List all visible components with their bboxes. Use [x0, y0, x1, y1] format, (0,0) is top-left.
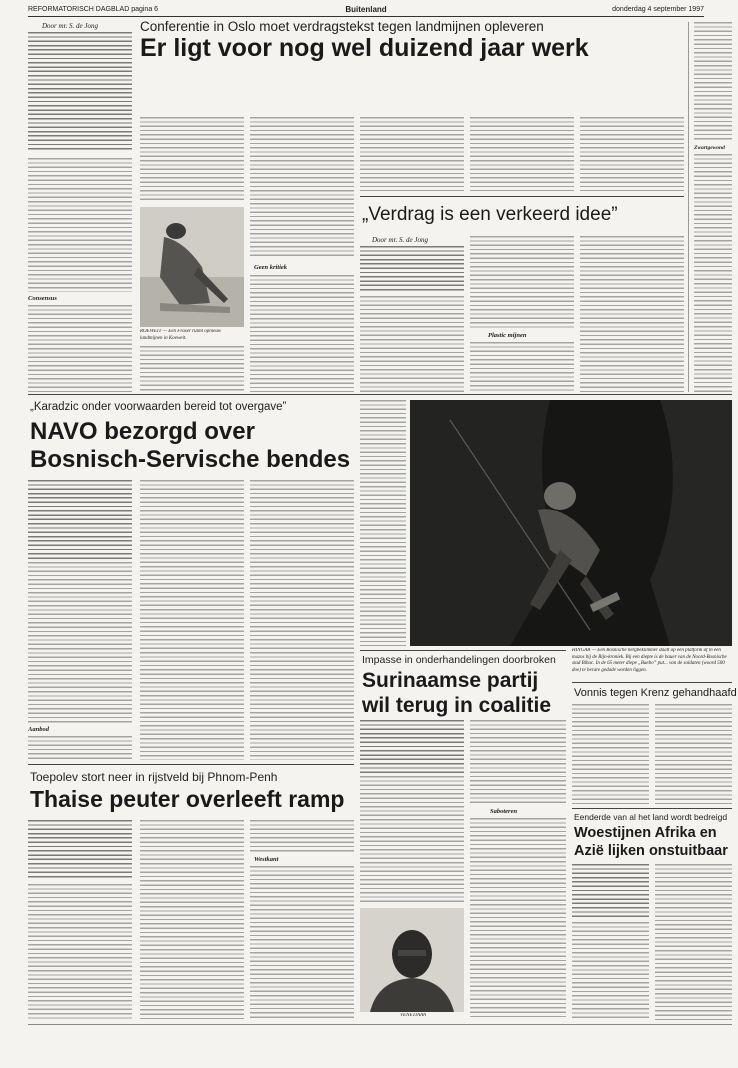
- cave-climber-figure: [410, 400, 732, 646]
- verdrag-headline: „Verdrag is een verkeerd idee”: [362, 204, 618, 225]
- oslo-mine-clearing-photo: [140, 207, 244, 327]
- woestijn-col1-text: [572, 864, 649, 1020]
- navo-headline-line2: Bosnisch-Servische bendes: [30, 446, 351, 473]
- verdrag-col3-text: [580, 236, 684, 392]
- header-paper-name: REFORMATORISCH DAGBLAD pagina 6: [28, 6, 159, 13]
- cambodja-col1-text: [28, 820, 132, 1020]
- cambodja-col2-text: [140, 820, 244, 1020]
- oslo-intro-text: [28, 22, 132, 392]
- verdrag-col2-text: [470, 236, 574, 392]
- venetiaan-portrait-photo: [360, 908, 464, 1012]
- header-date: donderdag 4 september 1997: [612, 6, 704, 13]
- oslo-subhead-geen-kritiek: Geen kritiek: [254, 264, 288, 271]
- suriname-subhead-saboteren: Saboteren: [490, 808, 518, 815]
- krenz-headline: Vonnis tegen Krenz gehandhaafd: [574, 687, 737, 699]
- suriname-col2-text: [470, 720, 566, 1020]
- verdrag-subhead-plastic: Plastic mijnen: [488, 332, 527, 339]
- oslo-byline: Door mr. S. de Jong: [42, 22, 98, 30]
- oslo-subhead-consensus: Consensus: [28, 295, 57, 302]
- oslo-col5-text: [470, 117, 574, 191]
- suriname-headline-line1: Surinaamse partij: [362, 669, 539, 692]
- navo-col3-text: [250, 480, 354, 760]
- oslo-col3-text: [250, 117, 354, 392]
- venetiaan-caption: VENETIAAN: [400, 1013, 427, 1018]
- woestijn-col2-text: [655, 864, 732, 1020]
- suriname-headline-line2: wil terug in coalitie: [362, 694, 552, 717]
- krenz-col1-text: [572, 704, 649, 804]
- right-column-text: [694, 22, 732, 392]
- oslo-photo-caption: ROEWEIT — Een Fraser ruimt opnieuw landmijnen in Koeweit.: [140, 329, 222, 341]
- cambodja-headline: Thaise peuter overleeft ramp: [30, 786, 345, 812]
- header-section: Buitenland: [345, 5, 387, 14]
- suriname-kicker: Impasse in onderhandelingen doorbroken: [362, 654, 556, 666]
- navo-col2-text: [140, 480, 244, 760]
- navo-photo-caption: HINGAR — Een Bosnische hergbeklimmer daalt op een platform af in een mazos bij de Rijn-kroniek. Bij een diepte is de bauer van de Noord-Bosnische stad Bihac. In de 65 meter diepe „Baebo” put... van de soldaten (woord 500 doe) te berare gedade worden liggen.: [572, 648, 727, 673]
- verdrag-intro-text: [360, 236, 464, 392]
- navo-cave-photo: [410, 400, 732, 646]
- portrait-figure: [360, 908, 464, 1012]
- navo-col1-text: [28, 480, 132, 760]
- woestijn-kicker: Eenderde van al het land wordt bedreigd: [574, 812, 728, 822]
- verdrag-byline: Door mr. S. de Jong: [372, 236, 428, 244]
- cambodja-col3-text: [250, 820, 354, 1020]
- navo-col4-text: [360, 400, 406, 646]
- page-header: [28, 6, 704, 17]
- navo-subhead-aanbod: Aanbod: [28, 726, 49, 733]
- navo-kicker: „Karadzic onder voorwaarden bereid tot overgave”: [30, 401, 287, 413]
- soldier-figure: [140, 207, 244, 327]
- oslo-col2-text: [140, 117, 244, 203]
- woestijn-headline-line1: Woestijnen Afrika en: [574, 825, 717, 841]
- cambodja-subhead-westkant: Westkant: [254, 856, 279, 863]
- cambodja-kicker: Toepolev stort neer in rijstveld bij Phnom-Penh: [30, 770, 278, 784]
- navo-headline-line1: NAVO bezorgd over: [30, 418, 255, 445]
- oslo-col6-text: [580, 117, 684, 191]
- krenz-col2-text: [655, 704, 732, 804]
- oslo-col4-text: [360, 117, 464, 191]
- oslo-headline: Er ligt voor nog wel duizend jaar werk: [140, 34, 589, 62]
- oslo-col2-text-lower: [140, 346, 244, 392]
- woestijn-headline-line2: Azië lijken onstuitbaar: [574, 843, 728, 859]
- oslo-kicker: Conferentie in Oslo moet verdragstekst tegen landmijnen opleveren: [140, 19, 544, 34]
- right-subhead-zwartgewond: Zwartgewond: [694, 145, 725, 151]
